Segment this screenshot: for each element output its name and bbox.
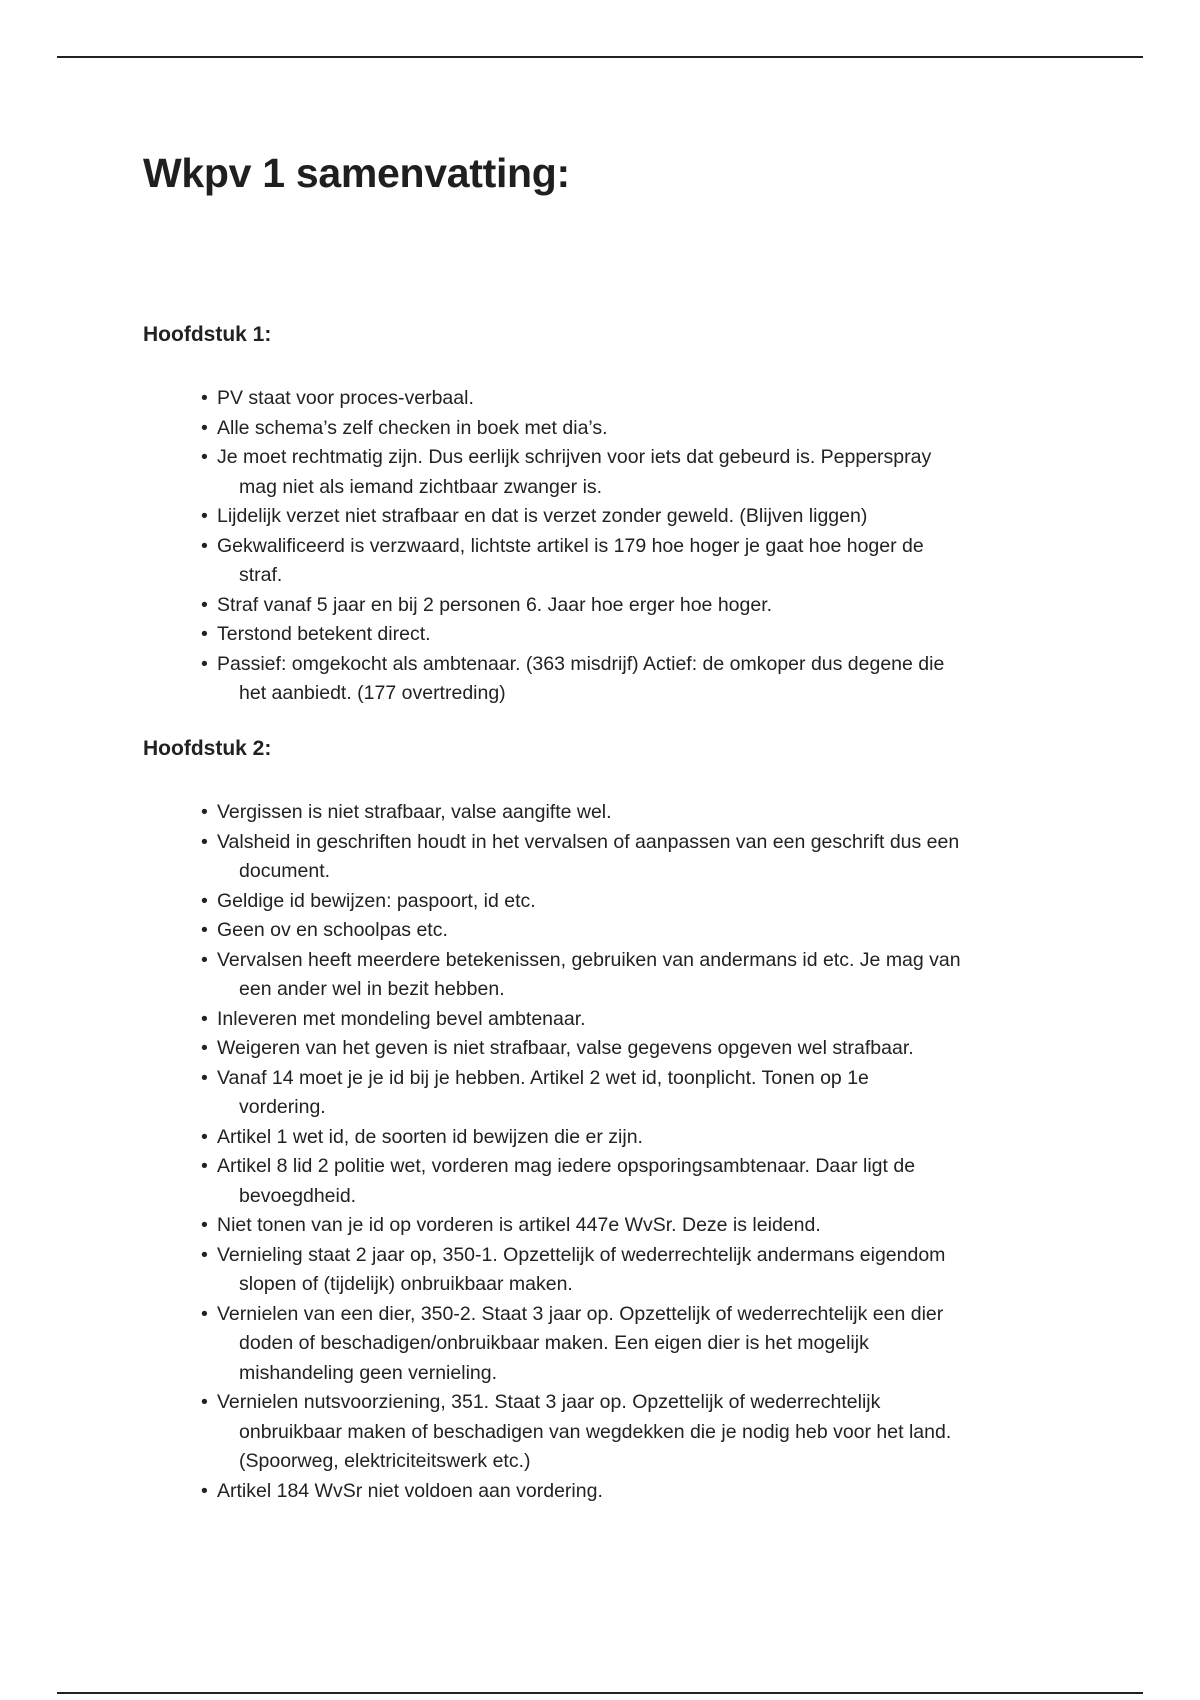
list-item bbox=[201, 1241, 1073, 1300]
bullet-icon: • bbox=[201, 534, 208, 557]
list-item bbox=[201, 1034, 1073, 1064]
bullet-icon: • bbox=[201, 1214, 208, 1236]
list-item-text: Vervalsen heeft meerdere betekenissen, gebruiken van andermans id etc. Je mag van bbox=[217, 948, 961, 971]
list-item-text: Geen ov en schoolpas etc. bbox=[217, 919, 448, 941]
list-item-text: PV staat voor proces-verbaal. bbox=[217, 387, 474, 409]
list-item bbox=[201, 828, 1073, 887]
list-item-text: Valsheid in geschriften houdt in het vervalsen of aanpassen van een geschrift dus een bbox=[217, 830, 960, 853]
list-item-text: Vernieling staat 2 jaar op, 350-1. Opzettelijk of wederrechtelijk andermans eigendom bbox=[217, 1243, 946, 1266]
list-item bbox=[201, 443, 1073, 502]
list-item-continuation: document. bbox=[239, 860, 331, 882]
page-title: Wkpv 1 samenvatting: bbox=[143, 150, 570, 196]
bullet-icon: • bbox=[201, 1155, 208, 1177]
bullet-icon: • bbox=[201, 623, 208, 645]
list-item-text: Geldige id bewijzen: paspoort, id etc. bbox=[217, 889, 536, 912]
list-item-continuation: doden of beschadigen/onbruikbaar maken. Een eigen dier is het mogelijk bbox=[239, 1332, 869, 1354]
list-item bbox=[201, 946, 1073, 1005]
list-item-text: Vanaf 14 moet je je id bij je hebben. Artikel 2 wet id, toonplicht. Tonen op 1e bbox=[217, 1066, 869, 1089]
chapter-2 bbox=[143, 736, 1073, 1506]
list-item bbox=[201, 887, 1073, 917]
bullet-icon: • bbox=[201, 416, 208, 439]
chapter-heading: Hoofdstuk 1: bbox=[143, 323, 272, 346]
bullet-icon: • bbox=[201, 1391, 208, 1413]
bullet-icon: • bbox=[201, 801, 208, 823]
list-item-text: Inleveren met mondeling bevel ambtenaar. bbox=[217, 1007, 586, 1030]
bullet-icon: • bbox=[201, 1037, 208, 1059]
bullet-icon: • bbox=[201, 387, 208, 409]
list-item bbox=[201, 532, 1073, 591]
list-item-text: Vernielen nutsvoorziening, 351. Staat 3 jaar op. Opzettelijk of wederrechtelijk bbox=[217, 1391, 881, 1413]
bullet-list bbox=[143, 384, 1073, 709]
list-item bbox=[201, 414, 1073, 444]
list-item bbox=[201, 1388, 1073, 1477]
list-item bbox=[201, 916, 1073, 946]
list-item-continuation: vordering. bbox=[239, 1096, 326, 1118]
bullet-icon: • bbox=[201, 652, 208, 675]
list-item-text: Lijdelijk verzet niet strafbaar en dat is verzet zonder geweld. (Blijven liggen) bbox=[217, 505, 868, 527]
list-item bbox=[201, 650, 1073, 709]
list-item-text: Artikel 8 lid 2 politie wet, vorderen mag iedere opsporingsambtenaar. Daar ligt de bbox=[217, 1155, 916, 1177]
list-item-continuation: (Spoorweg, elektriciteitswerk etc.) bbox=[239, 1450, 531, 1472]
bullet-icon: • bbox=[201, 948, 208, 971]
chapter-heading: Hoofdstuk 2: bbox=[143, 737, 272, 760]
list-item bbox=[201, 1123, 1073, 1153]
list-item bbox=[201, 1005, 1073, 1035]
bullet-icon: • bbox=[201, 593, 208, 616]
list-item-text: Weigeren van het geven is niet strafbaar, valse gegevens opgeven wel strafbaar. bbox=[217, 1037, 914, 1059]
list-item bbox=[201, 502, 1073, 532]
list-item-text: Passief: omgekocht als ambtenaar. (363 misdrijf) Actief: de omkoper dus degene die bbox=[217, 652, 945, 675]
list-item-text: Niet tonen van je id op vorderen is artikel 447e WvSr. Deze is leidend. bbox=[217, 1214, 821, 1236]
list-item bbox=[201, 1477, 1073, 1507]
list-item bbox=[201, 620, 1073, 650]
bullet-icon: • bbox=[201, 505, 208, 527]
bullet-icon: • bbox=[201, 919, 208, 941]
list-item-text: Artikel 1 wet id, de soorten id bewijzen die er zijn. bbox=[217, 1125, 643, 1148]
list-item-text: Je moet rechtmatig zijn. Dus eerlijk schrijven voor iets dat gebeurd is. Pepperspray bbox=[217, 446, 932, 468]
list-item-continuation: mag niet als iemand zichtbaar zwanger is. bbox=[239, 475, 603, 498]
chapter-1 bbox=[143, 322, 1073, 709]
list-item bbox=[201, 384, 1073, 414]
top-rule bbox=[57, 56, 1143, 58]
list-item-text: Straf vanaf 5 jaar en bij 2 personen 6. Jaar hoe erger hoe hoger. bbox=[217, 593, 773, 616]
bullet-icon: • bbox=[201, 1125, 208, 1148]
bullet-icon: • bbox=[201, 1479, 208, 1502]
bullet-icon: • bbox=[201, 1066, 208, 1089]
list-item bbox=[201, 1152, 1073, 1211]
list-item-text: Gekwalificeerd is verzwaard, lichtste artikel is 179 hoe hoger je gaat hoe hoger de bbox=[217, 534, 924, 557]
list-item-continuation: bevoegdheid. bbox=[239, 1184, 357, 1207]
list-item-text: Vernielen van een dier, 350-2. Staat 3 jaar op. Opzettelijk of wederrechtelijk een dier bbox=[217, 1302, 944, 1325]
list-item bbox=[201, 1211, 1073, 1241]
list-item-continuation: mishandeling geen vernieling. bbox=[239, 1361, 498, 1384]
list-item-continuation: onbruikbaar maken of beschadigen van wegdekken die je nodig heb voor het land. bbox=[239, 1420, 952, 1443]
list-item-text: Alle schema’s zelf checken in boek met dia’s. bbox=[217, 416, 608, 439]
bullet-icon: • bbox=[201, 1302, 208, 1325]
bullet-icon: • bbox=[201, 830, 208, 853]
list-item-continuation: slopen of (tijdelijk) onbruikbaar maken. bbox=[239, 1273, 573, 1295]
list-item-continuation: straf. bbox=[239, 564, 283, 586]
list-item bbox=[201, 798, 1073, 828]
bullet-icon: • bbox=[201, 1243, 208, 1266]
bullet-icon: • bbox=[201, 1007, 208, 1030]
list-item bbox=[201, 1300, 1073, 1389]
bottom-rule bbox=[57, 1692, 1143, 1694]
list-item-continuation: een ander wel in bezit hebben. bbox=[239, 978, 505, 1000]
list-item bbox=[201, 591, 1073, 621]
bullet-icon: • bbox=[201, 446, 208, 468]
bullet-list bbox=[143, 798, 1073, 1506]
list-item bbox=[201, 1064, 1073, 1123]
list-item-text: Terstond betekent direct. bbox=[217, 623, 431, 645]
list-item-continuation: het aanbiedt. (177 overtreding) bbox=[239, 682, 506, 704]
list-item-text: Vergissen is niet strafbaar, valse aangifte wel. bbox=[217, 801, 612, 823]
list-item-text: Artikel 184 WvSr niet voldoen aan vordering. bbox=[217, 1479, 603, 1502]
bullet-icon: • bbox=[201, 889, 208, 912]
